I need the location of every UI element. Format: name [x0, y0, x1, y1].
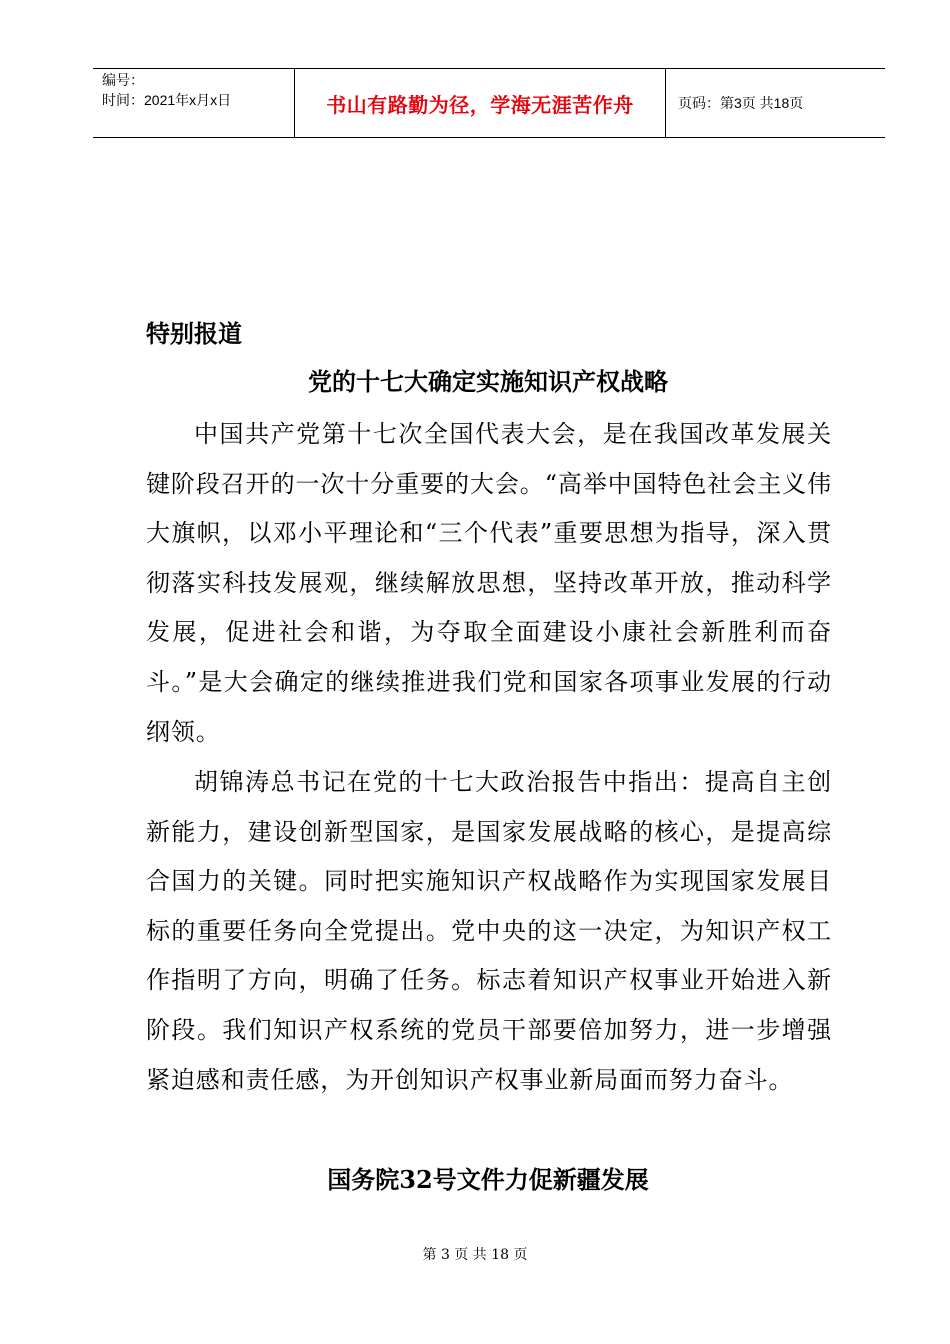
document-header	[93, 68, 885, 138]
header-motto: 书山有路勤为径，学海无涯苦作舟	[326, 92, 634, 117]
header-motto-cell	[294, 69, 666, 137]
article-paragraph: 中国共产党第十七次全国代表大会，是在我国改革发展关键阶段召开的一次十分重要的大会。“高举中国特色社会主义伟大旗帜，以邓小平理论和“三个代表”重要思想为指导，深入贯彻落实科技发展观，继续解放思想，坚持改革开放，推动科学发展，促进社会和谐，为夺取全面建设小康社会新胜利而奋斗。”是大会确定的继续推进我们党和国家各项事业发展的行动纲领。	[146, 420, 832, 746]
header-meta-cell	[93, 69, 294, 137]
article-title: 党的十七大确定实施知识产权战略	[308, 367, 668, 396]
header-page-cell	[666, 69, 885, 137]
article-paragraph: 胡锦涛总书记在党的十七大政治报告中指出：提高自主创新能力，建设创新型国家，是国家发展战略的核心，是提高综合国力的关键。同时把实施知识产权战略作为实现国家发展目标的重要任务向全党提出。党中央的这一决定，为知识产权工作指明了方向，明确了任务。标志着知识产权事业开始进入新阶段。我们知识产权系统的党员干部要倍加努力，进一步增强紧迫感和责任感，为开创知识产权事业新局面而努力奋斗。	[146, 768, 832, 1094]
section-label: 特别报道	[146, 319, 242, 348]
header-number-label: 编号：	[102, 72, 144, 88]
header-time-label: 时间：2021年x月x日	[102, 92, 232, 108]
article-title: 国务院32号文件力促新疆发展	[327, 1165, 649, 1194]
header-page-info: 页码：第3页 共18页	[678, 94, 804, 111]
page-footer: 第 3 页 共 18 页	[422, 1247, 528, 1263]
